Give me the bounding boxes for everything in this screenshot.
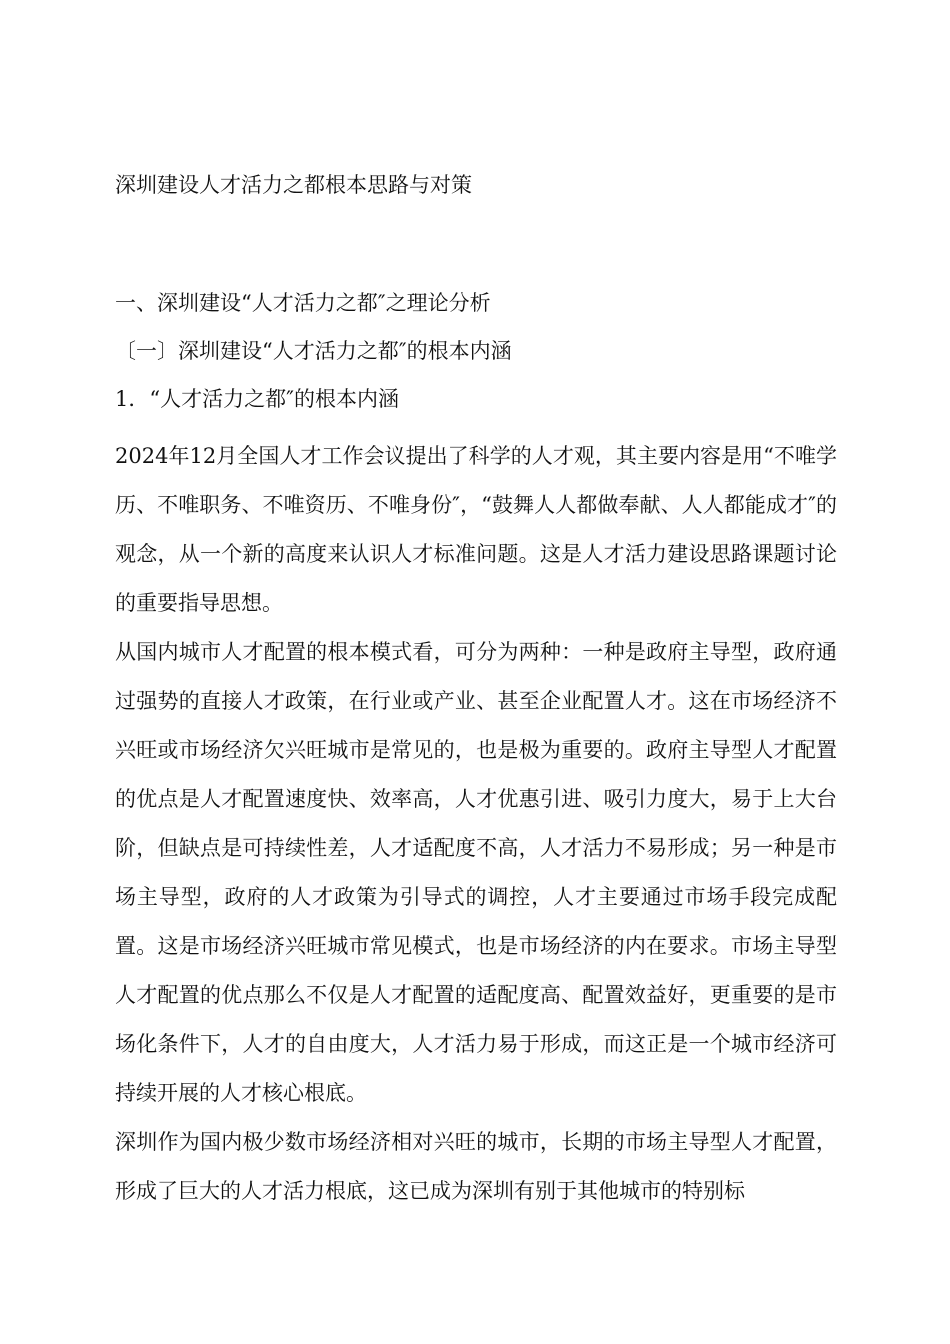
paragraph-3: 深圳作为国内极少数市场经济相对兴旺的城市，长期的市场主导型人才配置，形成了巨大的人才活力根底，这已成为深圳有别于其他城市的特别标	[115, 1130, 837, 1203]
subsection-heading-1: 〔一〕深圳建设“人才活力之都″的根本内涵	[115, 339, 512, 363]
section-heading-1: 一、深圳建设“人才活力之都″之理论分析	[115, 291, 491, 315]
document-body	[115, 170, 837, 1216]
document-title: 深圳建设人才活力之都根本思路与对策	[115, 173, 472, 197]
paragraph-2: 从国内城市人才配置的根本模式看，可分为两种：一种是政府主导型，政府通过强势的直接人才政策，在行业或产业、甚至企业配置人才。这在市场经济不兴旺或市场经济欠兴旺城市是常见的，也是极为重要的。政府主导型人才配置的优点是人才配置速度快、效率高，人才优惠引进、吸引力度大，易于上大台阶，但缺点是可持续性差，人才适配度不高，人才活力不易形成；另一种是市场主导型，政府的人才政策为引导式的调控，人才主要通过市场手段完成配置。这是市场经济兴旺城市常见模式，也是市场经济的内在要求。市场主导型人才配置的优点那么不仅是人才配置的适配度高、配置效益好，更重要的是市场化条件下，人才的自由度大，人才活力易于形成，而这正是一个城市经济可持续开展的人才核心根底。	[115, 640, 837, 1105]
item-heading-1: 1．“人才活力之都″的根本内涵	[115, 387, 399, 411]
paragraph-1: 2024年12月全国人才工作会议提出了科学的人才观，其主要内容是用“不唯学历、不唯职务、不唯资历、不唯身份″，“鼓舞人人都做奉献、人人都能成才″的观念，从一个新的高度来认识人才标准问题。这是人才活力建设思路课题讨论的重要指导思想。	[115, 444, 837, 615]
